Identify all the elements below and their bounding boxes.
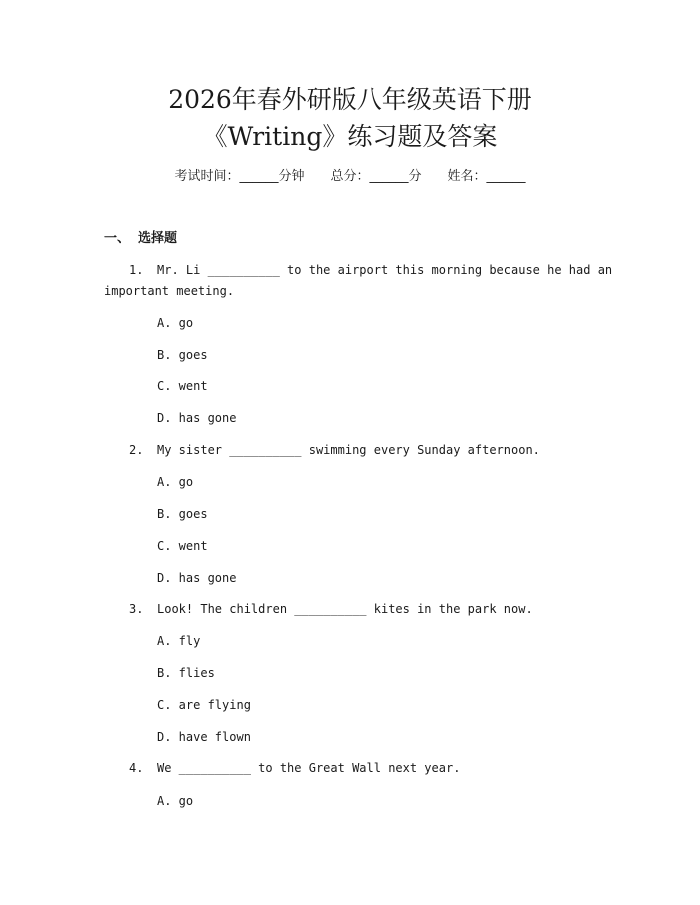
student-name: 姓名：______ (447, 169, 526, 184)
question-stem: My sister __________ swimming every Sunday afternoon. (157, 443, 540, 457)
section-number: 一、 (104, 231, 131, 246)
option-c: C. went (157, 379, 208, 393)
option-c: C. went (157, 539, 208, 553)
option-b: B. goes (157, 348, 208, 362)
question-stem-continuation: important meeting. (104, 284, 235, 298)
exam-info (0, 168, 700, 186)
option-a: A. fly (157, 634, 201, 648)
option-d: D. has gone (157, 571, 237, 585)
option-a: A. go (157, 794, 194, 808)
exam-total-score: 总分：______分 (330, 169, 422, 184)
document-title-line2: 《Writing》练习题及答案 (202, 122, 498, 151)
question-stem: Look! The children __________ kites in the park now. (157, 602, 533, 616)
question-stem: We __________ to the Great Wall next year. (157, 761, 461, 775)
option-a: A. go (157, 316, 194, 330)
section-title: 选择题 (138, 231, 178, 246)
question-stem: Mr. Li __________ to the airport this morning because he had an (157, 263, 613, 277)
section-heading (104, 230, 177, 248)
option-d: D. have flown (157, 730, 251, 744)
option-d: D. has gone (157, 411, 237, 425)
question-number: 1. (129, 263, 144, 277)
option-c: C. are flying (157, 698, 251, 712)
question-3 (0, 599, 700, 619)
question-number: 4. (129, 761, 144, 775)
document-title-line1: 2026年春外研版八年级英语下册 (168, 85, 532, 114)
question-1 (0, 260, 700, 280)
question-number: 3. (129, 602, 144, 616)
option-b: B. goes (157, 507, 208, 521)
question-1-continuation (0, 281, 700, 301)
exam-time: 考试时间：______分钟 (174, 169, 305, 184)
question-2 (0, 440, 700, 460)
question-number: 2. (129, 443, 144, 457)
option-b: B. flies (157, 666, 215, 680)
option-a: A. go (157, 475, 194, 489)
question-4 (0, 758, 700, 778)
